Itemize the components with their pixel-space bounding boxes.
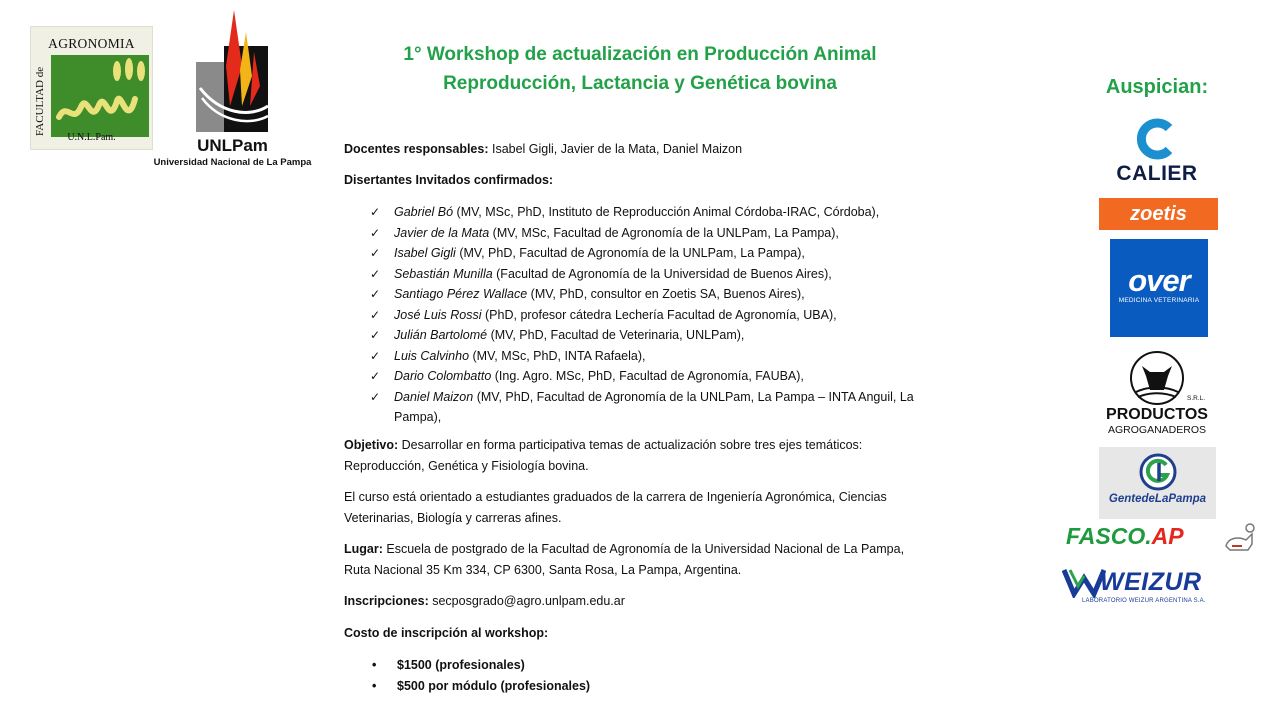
- gp-emblem-icon: [1139, 453, 1177, 491]
- unlpam-logo-name: UNLPam: [197, 136, 268, 155]
- unlpam-flame-emblem: [150, 6, 315, 136]
- disertantes-list: [370, 202, 950, 428]
- disertante-name: Santiago Pérez Wallace: [394, 287, 528, 301]
- list-item: [370, 243, 950, 264]
- list-item: [370, 676, 770, 697]
- unlpam-logo-subtitle: Universidad Nacional de La Pampa: [153, 157, 312, 168]
- disertante-name: Javier de la Mata: [394, 225, 490, 240]
- docentes-responsables: [344, 139, 944, 160]
- check-icon: ✓: [370, 389, 381, 404]
- title-line-2: Reproducción, Lactancia y Genética bovina: [443, 73, 837, 94]
- weizur-logo-subtitle: LABORATORIO WEIZUR ARGENTINA S.A.: [1082, 598, 1206, 604]
- agronomia-logo-side-text: FACULTAD de: [34, 66, 46, 136]
- check-icon: ✓: [370, 246, 381, 260]
- check-icon: ✓: [370, 205, 381, 219]
- agronomia-logo-bottom-text: U.N.L.Pam.: [67, 132, 116, 143]
- over-logo-subtitle: MEDICINA VETERINARIA: [1118, 297, 1200, 304]
- disertante-detail: (MV, MSc, PhD, Instituto de Reproducción Animal Córdoba-IRAC, Córdoba),: [453, 205, 880, 219]
- costo-item: $500 por módulo (profesionales): [397, 679, 591, 693]
- unlpam-logo: [150, 6, 315, 171]
- list-item: [370, 325, 950, 346]
- disertante-name: Isabel Gigli: [394, 246, 456, 260]
- lugar-label: Lugar:: [344, 542, 383, 556]
- disertante-detail: (MV, PhD, Facultad de Agronomía de la UNLPam, La Pampa – INTA Anguil, La Pampa),: [394, 389, 914, 424]
- inscripciones-label: Inscripciones:: [344, 594, 429, 608]
- disertante-name: José Luis Rossi: [394, 307, 482, 322]
- docentes-label: Docentes responsables:: [344, 142, 489, 156]
- costo-list: [370, 655, 770, 697]
- disertante-detail: (PhD, profesor cátedra Lechería Facultad de Agronomía, UBA),: [481, 307, 837, 322]
- check-icon: ✓: [370, 266, 381, 281]
- disertante-name: Dario Colombatto: [394, 369, 492, 383]
- disertantes-heading: [344, 170, 944, 191]
- disertante-detail: (MV, MSc, Facultad de Agronomía de la UNLPam, La Pampa),: [489, 225, 839, 240]
- list-item: [370, 655, 770, 676]
- disertante-detail: (MV, PhD, Facultad de Agronomía de la UNLPam, La Pampa),: [455, 246, 805, 260]
- lugar: [344, 539, 919, 581]
- inscripciones-email: secposgrado@agro.unlpam.edu.ar: [428, 594, 625, 608]
- productos-logo-srl: S.R.L.: [1187, 395, 1206, 402]
- weizur-logo: [1062, 566, 1260, 608]
- list-item: [370, 264, 950, 285]
- gente-de-la-pampa-logo: [1099, 447, 1216, 519]
- sponsors-heading: Auspician:: [1105, 76, 1209, 98]
- list-item: [370, 387, 934, 428]
- curso-orientado: El curso está orientado a estudiantes graduados de la carrera de Ingeniería Agronómica, Ciencias Veterinarias, Biología y carreras afines.: [344, 490, 887, 525]
- disertante-name: Julián Bartolomé: [394, 328, 488, 342]
- calier-logo-icon: [1135, 118, 1177, 160]
- bullet-icon: •: [372, 658, 377, 672]
- weizur-logo-name: WEIZUR: [1100, 568, 1202, 596]
- gente-de-la-pampa-name: GentedeLaPampa: [1108, 493, 1207, 505]
- productos-logo-line1: PRODUCTOS: [1106, 406, 1208, 423]
- objetivo: [344, 435, 939, 477]
- check-icon: ✓: [370, 348, 381, 363]
- disertantes-label: Disertantes Invitados confirmados:: [344, 173, 554, 187]
- agronomia-logo-emblem: [51, 55, 149, 137]
- list-item: [370, 366, 950, 387]
- list-item: [370, 284, 950, 305]
- inscripciones: [344, 591, 944, 612]
- list-item: [370, 305, 950, 326]
- agronomia-logo-top-text: AGRONOMIA: [48, 36, 135, 51]
- objetivo-label: Objetivo:: [344, 438, 399, 452]
- check-icon: ✓: [370, 328, 381, 342]
- disertante-name: Gabriel Bó: [394, 205, 454, 219]
- fasco-logo-ap: AP: [1151, 523, 1184, 549]
- disertante-detail: (Facultad de Agronomía de la Universidad de Buenos Aires),: [492, 266, 832, 281]
- agronomia-logo: [30, 26, 153, 150]
- productos-logo-line2: AGROGANADEROS: [1107, 424, 1207, 436]
- over-logo: [1110, 239, 1208, 337]
- disertante-name: Sebastián Munilla: [394, 266, 493, 281]
- over-logo-name: over: [1128, 263, 1190, 298]
- docentes-value: Isabel Gigli, Javier de la Mata, Daniel Maizon: [488, 142, 743, 156]
- disertante-detail: (MV, PhD, consultor en Zoetis SA, Buenos Aires),: [527, 287, 805, 301]
- disertante-detail: (MV, MSc, PhD, INTA Rafaela),: [469, 348, 646, 363]
- list-item: [370, 346, 950, 367]
- fasco-logo-main: FASCO.: [1066, 523, 1152, 549]
- cow-emblem-icon: [1128, 350, 1186, 406]
- objetivo-value: Desarrollar en forma participativa temas de actualización sobre tres ejes temáticos: Reproducción, Genética y Fisiología bovina.: [344, 438, 863, 473]
- animals-icon: [1222, 520, 1256, 556]
- bullet-icon: •: [372, 679, 377, 693]
- list-item: [370, 223, 950, 244]
- costo-label: Costo de inscripción al workshop:: [344, 626, 549, 640]
- costo-item: $1500 (profesionales): [397, 658, 525, 672]
- title-line-1: 1° Workshop de actualización en Producción Animal: [403, 44, 877, 65]
- check-icon: ✓: [370, 287, 381, 301]
- check-icon: ✓: [370, 369, 381, 383]
- disertante-name: Luis Calvinho: [394, 348, 470, 363]
- list-item: [370, 202, 950, 223]
- costo-heading: [344, 623, 944, 644]
- disertante-detail: (Ing. Agro. MSc, PhD, Facultad de Agronomía, FAUBA),: [491, 369, 804, 383]
- lugar-value: Escuela de postgrado de la Facultad de Agronomía de la Universidad Nacional de La Pampa, Ruta Nacional 35 Km 334, CP 6300, Santa Rosa, La Pampa, Argentina.: [344, 542, 905, 577]
- check-icon: ✓: [370, 225, 381, 240]
- disertante-name: Daniel Maizon: [394, 389, 474, 404]
- calier-logo-name: CALIER: [1116, 162, 1198, 185]
- disertante-detail: (MV, PhD, Facultad de Veterinaria, UNLPam),: [487, 328, 745, 342]
- check-icon: ✓: [370, 307, 381, 322]
- zoetis-logo: zoetis: [1099, 198, 1218, 230]
- fasco-ap-logo: [1066, 523, 1226, 553]
